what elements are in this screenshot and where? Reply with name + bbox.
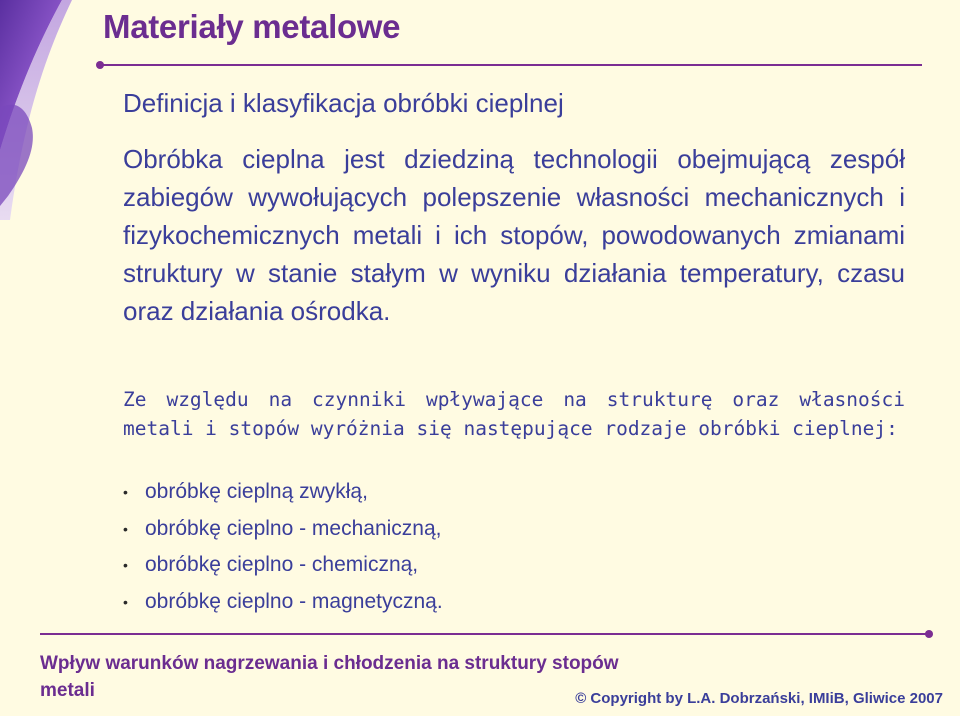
list-item-text: obróbkę cieplną zwykłą,: [145, 480, 368, 503]
list-item: [123, 474, 443, 511]
slide-title: Materiały metalowe: [103, 8, 401, 45]
list-item: [123, 547, 443, 584]
footer-rule-dot: [925, 630, 933, 638]
list-item: [123, 584, 443, 621]
slide-subtitle: Definicja i klasyfikacja obróbki cieplnej: [123, 88, 564, 118]
footer-rule: [40, 633, 930, 635]
treatment-types-list: [123, 474, 443, 621]
list-item-text: obróbkę cieplno - chemiczną,: [145, 553, 419, 577]
bullet-icon: •: [123, 557, 128, 574]
footer-title: Wpływ warunków nagrzewania i chłodzenia na struktury stopów metali: [40, 653, 619, 701]
bullet-icon: •: [123, 484, 128, 500]
list-item-text: obróbkę cieplno - mechaniczną,: [145, 516, 442, 540]
header-rule-dot: [96, 61, 104, 69]
header-rule: [100, 64, 922, 66]
definition-paragraph: Obróbka cieplna jest dziedziną technologii obejmującą zespół zabiegów wywołujących polepszenie własności mechanicznych i fizykochemicznych metali i ich stopów, powodowanych zmianami struktury w stanie stałym w wyniku działania temperatury, czasu oraz działania ośrodka.: [123, 144, 905, 326]
list-item-text: obróbkę cieplno - magnetyczną.: [145, 590, 443, 614]
bullet-icon: •: [123, 594, 128, 611]
corner-decoration: [0, 0, 100, 220]
list-item: [123, 511, 443, 548]
intro-paragraph: Ze względu na czynniki wpływające na strukturę oraz własności metali i stopów wyróżnia się następujące rodzaje obróbki cieplnej:: [123, 388, 905, 440]
bullet-icon: •: [123, 520, 128, 537]
copyright-notice: © Copyright by L.A. Dobrzański, IMIiB, Gliwice 2007: [575, 690, 943, 707]
